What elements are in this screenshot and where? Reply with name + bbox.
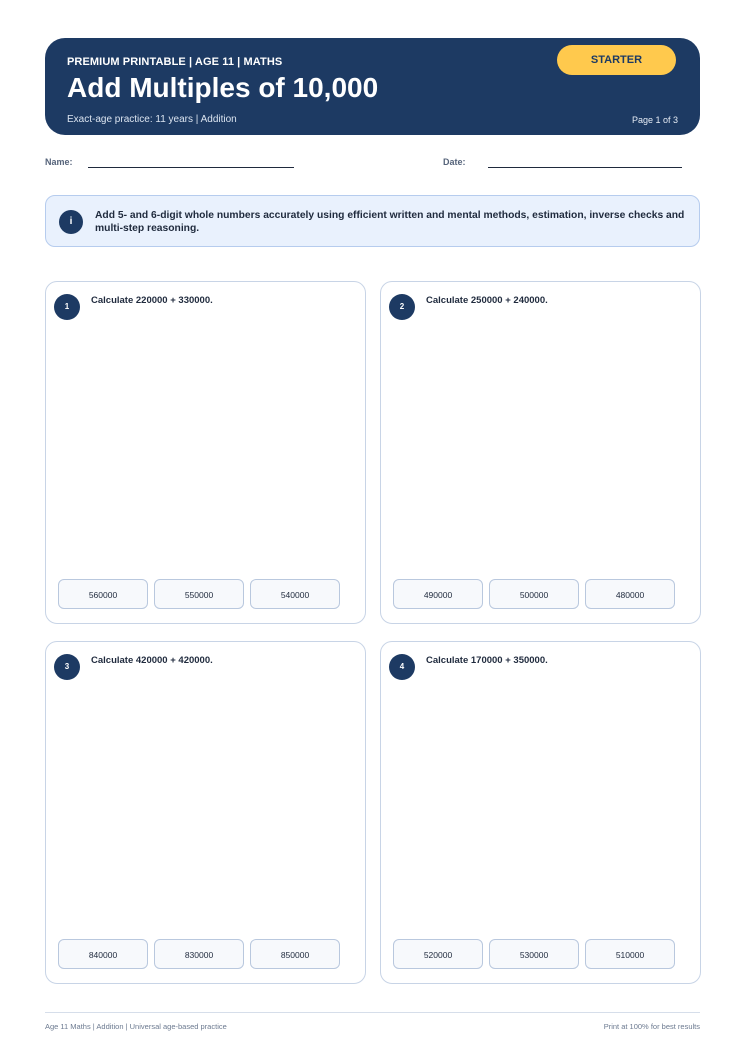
answer-option[interactable]: 520000	[393, 939, 483, 969]
answer-option[interactable]: 530000	[489, 939, 579, 969]
answer-option[interactable]: 830000	[154, 939, 244, 969]
answer-option[interactable]: 490000	[393, 579, 483, 609]
footer-left-text: Age 11 Maths | Addition | Universal age-based practice	[45, 1022, 227, 1031]
question-prompt: Calculate 170000 + 350000.	[426, 655, 548, 666]
question-card-2	[380, 281, 701, 624]
question-number: 3	[54, 654, 80, 680]
question-number: 4	[389, 654, 415, 680]
name-label: Name:	[45, 157, 73, 167]
page-number: Page 1 of 3	[631, 115, 678, 125]
answer-option[interactable]: 850000	[250, 939, 340, 969]
name-field[interactable]	[88, 167, 294, 168]
answer-option[interactable]: 540000	[250, 579, 340, 609]
date-field[interactable]	[488, 167, 682, 168]
answer-option[interactable]: 480000	[585, 579, 675, 609]
question-prompt: Calculate 220000 + 330000.	[91, 295, 213, 306]
answer-choices	[393, 579, 675, 609]
answer-option[interactable]: 510000	[585, 939, 675, 969]
question-number: 2	[389, 294, 415, 320]
objective-text: Add 5- and 6-digit whole numbers accurately using efficient written and mental methods, estimation, inverse checks and multi-step reasoning.	[95, 210, 685, 234]
question-card-4	[380, 641, 701, 984]
question-card-1	[45, 281, 366, 624]
footer-divider	[45, 1012, 700, 1013]
objective-box	[45, 195, 700, 247]
page-title: Add Multiples of 10,000	[67, 72, 379, 103]
question-prompt: Calculate 420000 + 420000.	[91, 655, 213, 666]
answer-option[interactable]: 550000	[154, 579, 244, 609]
info-icon: i	[59, 210, 83, 234]
answer-option[interactable]: 840000	[58, 939, 148, 969]
answer-choices	[393, 939, 675, 969]
question-prompt: Calculate 250000 + 240000.	[426, 295, 548, 306]
footer-right-text: Print at 100% for best results	[603, 1022, 700, 1031]
header-subtitle: Exact-age practice: 11 years | Addition	[67, 114, 237, 125]
answer-choices	[58, 579, 340, 609]
answer-choices	[58, 939, 340, 969]
header-eyebrow: PREMIUM PRINTABLE | AGE 11 | MATHS	[67, 56, 283, 68]
worksheet-header	[45, 38, 700, 135]
level-badge: STARTER	[557, 45, 676, 75]
answer-option[interactable]: 500000	[489, 579, 579, 609]
answer-option[interactable]: 560000	[58, 579, 148, 609]
question-card-3	[45, 641, 366, 984]
date-label: Date:	[443, 157, 466, 167]
question-number: 1	[54, 294, 80, 320]
